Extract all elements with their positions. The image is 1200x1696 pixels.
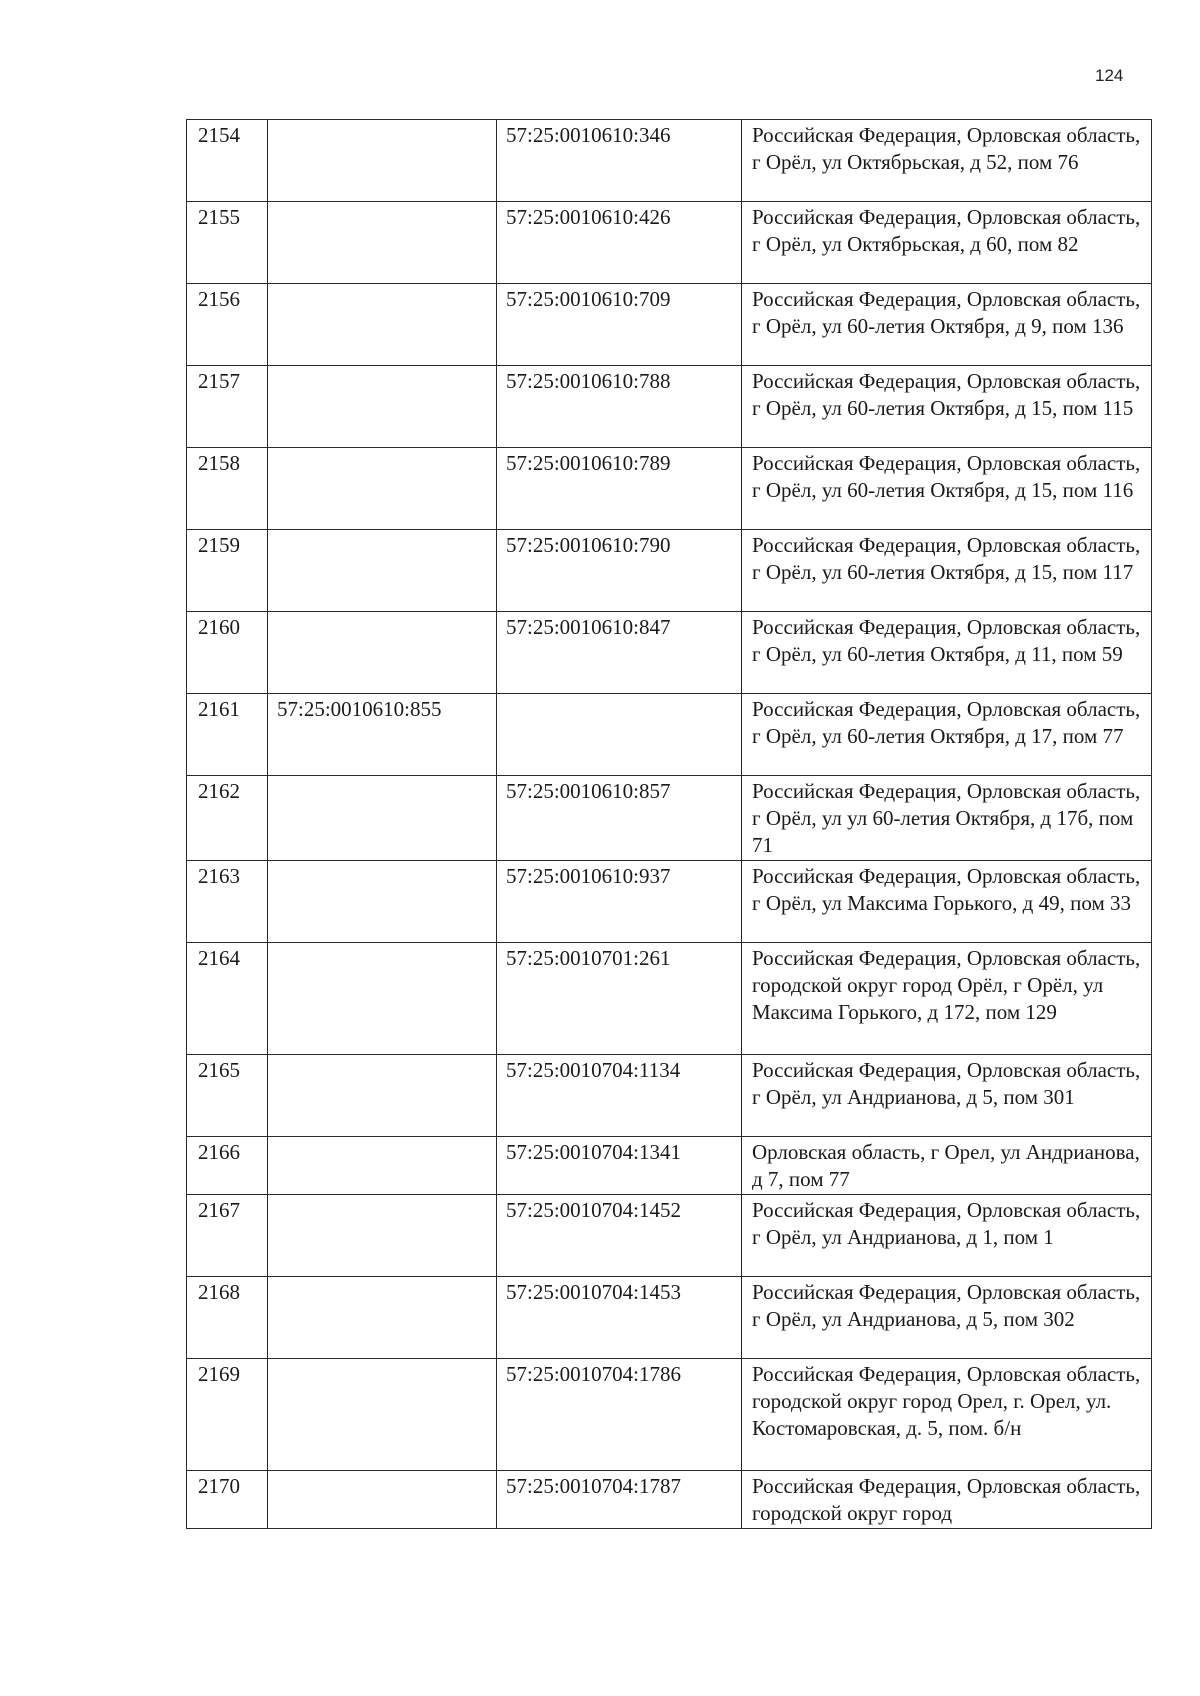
object-number-cell	[268, 776, 497, 861]
row-number: 2162	[187, 776, 268, 861]
address-cell: Российская Федерация, Орловская область, г Орёл, ул Октябрьская, д 60, пом 82	[742, 202, 1152, 284]
object-number-cell	[268, 1359, 497, 1471]
address-cell: Российская Федерация, Орловская область, г Орёл, ул 60-летия Октября, д 15, пом 117	[742, 530, 1152, 612]
address-cell: Российская Федерация, Орловская область, г Орёл, ул 60-летия Октября, д 11, пом 59	[742, 612, 1152, 694]
table-row	[187, 612, 1152, 694]
table-row	[187, 1359, 1152, 1471]
object-number-cell	[268, 612, 497, 694]
object-number-cell	[268, 120, 497, 202]
table-row	[187, 202, 1152, 284]
object-number-cell	[268, 530, 497, 612]
object-number-cell	[268, 943, 497, 1055]
table-row	[187, 366, 1152, 448]
cadastral-number-cell: 57:25:0010610:857	[497, 776, 742, 861]
address-cell: Российская Федерация, Орловская область, г Орёл, ул Максима Горького, д 49, пом 33	[742, 861, 1152, 943]
cadastral-number-cell: 57:25:0010704:1341	[497, 1137, 742, 1195]
object-number-cell	[268, 202, 497, 284]
address-cell: Российская Федерация, Орловская область, городской округ город Орёл, г Орёл, ул Максима Горького, д 172, пом 129	[742, 943, 1152, 1055]
cadastral-number-cell: 57:25:0010610:426	[497, 202, 742, 284]
table-row	[187, 943, 1152, 1055]
table-row	[187, 284, 1152, 366]
row-number: 2154	[187, 120, 268, 202]
address-cell: Российская Федерация, Орловская область, г Орёл, ул Андрианова, д 5, пом 302	[742, 1277, 1152, 1359]
row-number: 2163	[187, 861, 268, 943]
cadastral-number-cell: 57:25:0010610:790	[497, 530, 742, 612]
row-number: 2166	[187, 1137, 268, 1195]
object-number-cell	[268, 448, 497, 530]
cadastral-number-cell	[497, 694, 742, 776]
address-cell: Российская Федерация, Орловская область, г Орёл, ул 60-летия Октября, д 15, пом 115	[742, 366, 1152, 448]
address-cell: Российская Федерация, Орловская область, городской округ город	[742, 1471, 1152, 1529]
cadastral-number-cell: 57:25:0010704:1453	[497, 1277, 742, 1359]
table-row	[187, 776, 1152, 861]
table-row	[187, 694, 1152, 776]
table-row	[187, 1137, 1152, 1195]
table-row	[187, 530, 1152, 612]
address-cell: Российская Федерация, Орловская область, городской округ город Орел, г. Орел, ул. Костомаровская, д. 5, пом. б/н	[742, 1359, 1152, 1471]
row-number: 2160	[187, 612, 268, 694]
table-row	[187, 1471, 1152, 1529]
table-row	[187, 1195, 1152, 1277]
address-cell: Российская Федерация, Орловская область, г Орёл, ул Андрианова, д 1, пом 1	[742, 1195, 1152, 1277]
cadastral-number-cell: 57:25:0010610:937	[497, 861, 742, 943]
cadastral-number-cell: 57:25:0010704:1786	[497, 1359, 742, 1471]
cadastral-number-cell: 57:25:0010704:1134	[497, 1055, 742, 1137]
address-cell: Российская Федерация, Орловская область, г Орёл, ул 60-летия Октября, д 9, пом 136	[742, 284, 1152, 366]
row-number: 2159	[187, 530, 268, 612]
row-number: 2157	[187, 366, 268, 448]
table-row	[187, 1277, 1152, 1359]
cadastral-number-cell: 57:25:0010704:1787	[497, 1471, 742, 1529]
object-number-cell	[268, 1137, 497, 1195]
row-number: 2158	[187, 448, 268, 530]
object-number-cell	[268, 1195, 497, 1277]
address-cell: Российская Федерация, Орловская область, г Орёл, ул Андрианова, д 5, пом 301	[742, 1055, 1152, 1137]
address-cell: Орловская область, г Орел, ул Андрианова, д 7, пом 77	[742, 1137, 1152, 1195]
table-row	[187, 120, 1152, 202]
address-cell: Российская Федерация, Орловская область, г Орёл, ул 60-летия Октября, д 17, пом 77	[742, 694, 1152, 776]
address-cell: Российская Федерация, Орловская область, г Орёл, ул ул 60-летия Октября, д 17б, пом 71	[742, 776, 1152, 861]
property-register-table	[186, 119, 1152, 1529]
table-row	[187, 861, 1152, 943]
row-number: 2165	[187, 1055, 268, 1137]
cadastral-number-cell: 57:25:0010610:847	[497, 612, 742, 694]
object-number-cell	[268, 366, 497, 448]
row-number: 2155	[187, 202, 268, 284]
cadastral-number-cell: 57:25:0010701:261	[497, 943, 742, 1055]
row-number: 2168	[187, 1277, 268, 1359]
object-number-cell	[268, 284, 497, 366]
table-row	[187, 1055, 1152, 1137]
object-number-cell	[268, 1277, 497, 1359]
table-row	[187, 448, 1152, 530]
cadastral-number-cell: 57:25:0010610:346	[497, 120, 742, 202]
row-number: 2161	[187, 694, 268, 776]
row-number: 2167	[187, 1195, 268, 1277]
address-cell: Российская Федерация, Орловская область, г Орёл, ул 60-летия Октября, д 15, пом 116	[742, 448, 1152, 530]
cadastral-number-cell: 57:25:0010704:1452	[497, 1195, 742, 1277]
object-number-cell: 57:25:0010610:855	[268, 694, 497, 776]
address-cell: Российская Федерация, Орловская область, г Орёл, ул Октябрьская, д 52, пом 76	[742, 120, 1152, 202]
cadastral-number-cell: 57:25:0010610:789	[497, 448, 742, 530]
cadastral-number-cell: 57:25:0010610:709	[497, 284, 742, 366]
object-number-cell	[268, 861, 497, 943]
row-number: 2164	[187, 943, 268, 1055]
object-number-cell	[268, 1055, 497, 1137]
row-number: 2156	[187, 284, 268, 366]
object-number-cell	[268, 1471, 497, 1529]
row-number: 2170	[187, 1471, 268, 1529]
cadastral-number-cell: 57:25:0010610:788	[497, 366, 742, 448]
page-number: 124	[1095, 66, 1124, 85]
row-number: 2169	[187, 1359, 268, 1471]
